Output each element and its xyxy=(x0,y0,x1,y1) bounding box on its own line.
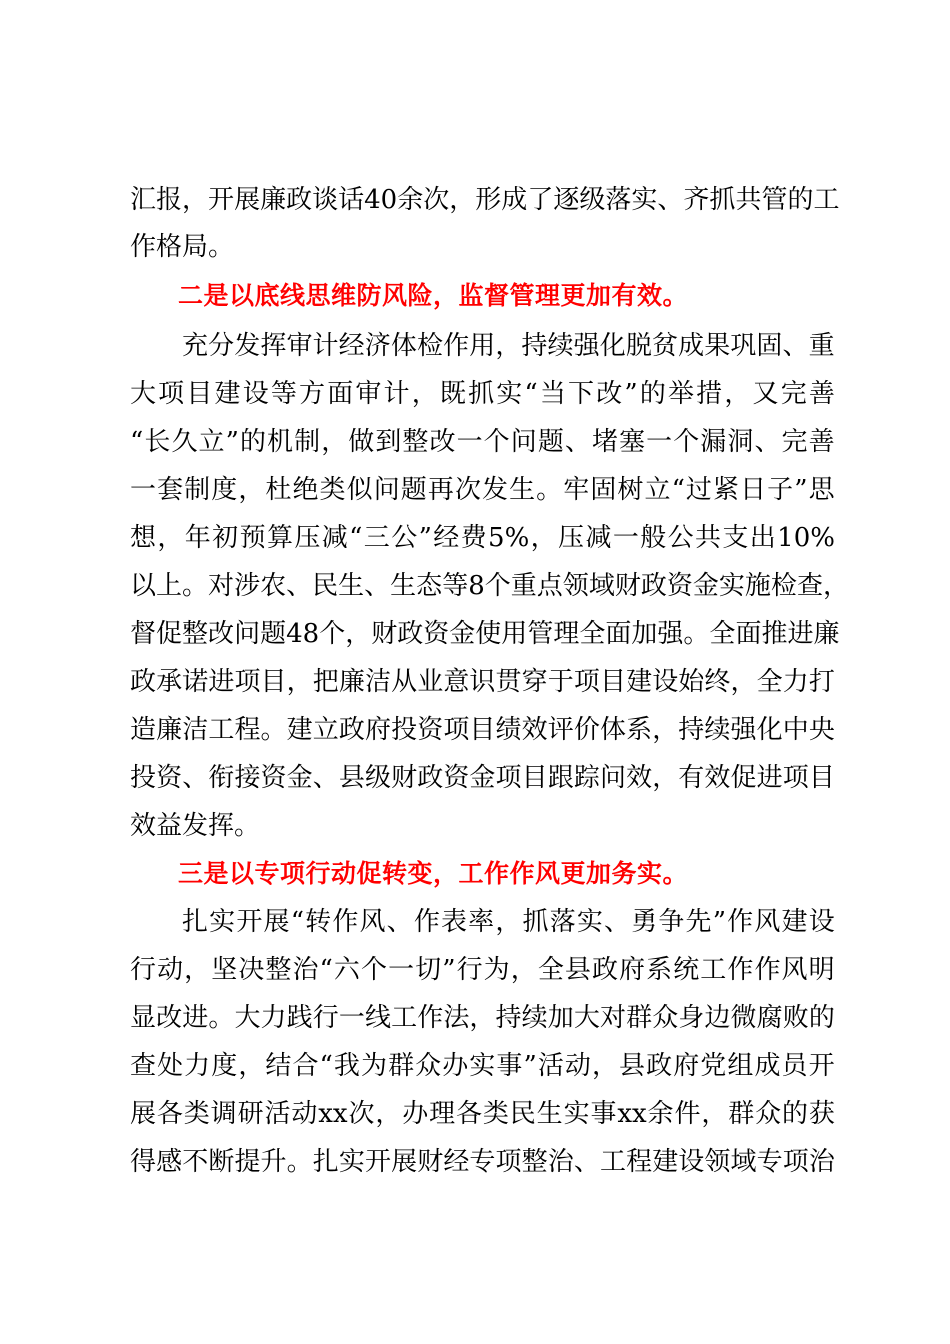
paragraph-line: 查 处 力 度 ， 结 合 “ 我 为 群 众 办 实 事 ” 活 动 ， 县 政 府 党 组 成 员 开 xyxy=(130,1051,835,1081)
paragraph-line: 得 感 不 断 提 升 。 扎 实 开 展 财 经 专 项 整 治 、 工 程 建 设 领 域 专 项 治 xyxy=(130,1147,835,1177)
paragraph-line: 作格局。 xyxy=(130,232,235,262)
paragraph-line: 造 廉 洁 工 程 。 建 立 政 府 投 资 项 目 绩 效 评 价 体 系 ， 持 续 强 化 中 央 xyxy=(130,715,835,745)
paragraph-line: 扎 实 开 展 “ 转 作 风 、 作 表 率 ， 抓 落 实 、 勇 争 先 ” 作 风 建 设 xyxy=(182,907,835,937)
paragraph-line: 汇 报 ， 开 展 廉 政 谈 话 40 余 次 ， 形 成 了 逐 级 落 实 、 齐 抓 共 管 的 工 xyxy=(130,185,840,215)
paragraph-line: 行 动 ， 坚 决 整 治 “ 六 个 一 切 ” 行 为 ， 全 县 政 府 系 统 工 作 作 风 明 xyxy=(130,955,835,985)
paragraph-line: 充 分 发 挥 审 计 经 济 体 检 作 用 ， 持 续 强 化 脱 贫 成 果 巩 固 、 重 xyxy=(182,331,835,361)
section-heading: 三是以专项行动促转变，工作作风更加务实。 xyxy=(178,859,689,888)
paragraph-line: 效益发挥。 xyxy=(130,811,261,841)
paragraph-line: 督 促 整 改 问 题 48 个 ， 财 政 资 金 使 用 管 理 全 面 加 强 。 全 面 推 进 廉 xyxy=(130,619,840,649)
paragraph-line: 以 上 。 对 涉 农 、 民 生 、 生 态 等 8 个 重 点 领 域 财 政 资 金 实 施 检 查 ， xyxy=(130,571,849,601)
paragraph-line: 显 改 进 。 大 力 践 行 一 线 工 作 法 ， 持 续 加 大 对 群 众 身 边 微 腐 败 的 xyxy=(130,1003,835,1033)
paragraph-line: 大 项 目 建 设 等 方 面 审 计 ， 既 抓 实 “ 当 下 改 ” 的 举 措 ， 又 完 善 xyxy=(130,379,835,409)
section-heading: 二是以底线思维防风险，监督管理更加有效。 xyxy=(178,281,689,310)
paragraph-line: “ 长 久 立 ” 的 机 制 ， 做 到 整 改 一 个 问 题 、 堵 塞 一 个 漏 洞 、 完 善 xyxy=(130,427,835,457)
paragraph-line: 展 各 类 调 研 活 动 xx 次 ， 办 理 各 类 民 生 实 事 xx 余 件 ， 群 众 的 获 xyxy=(130,1099,835,1129)
paragraph-line: 投 资 、 衔 接 资 金 、 县 级 财 政 资 金 项 目 跟 踪 问 效 ， 有 效 促 进 项 目 xyxy=(130,763,835,793)
paragraph-line: 一 套 制 度 ， 杜 绝 类 似 问 题 再 次 发 生 。 牢 固 树 立 “ 过 紧 日 子 ” 思 xyxy=(130,475,835,505)
paragraph-line: 政 承 诺 进 项 目 ， 把 廉 洁 从 业 意 识 贯 穿 于 项 目 建 设 始 终 ， 全 力 打 xyxy=(130,667,835,697)
paragraph-line: 想 ， 年 初 预 算 压 减 “ 三 公 ” 经 费 5% ， 压 减 一 般 公 共 支 出 10% xyxy=(130,523,835,553)
